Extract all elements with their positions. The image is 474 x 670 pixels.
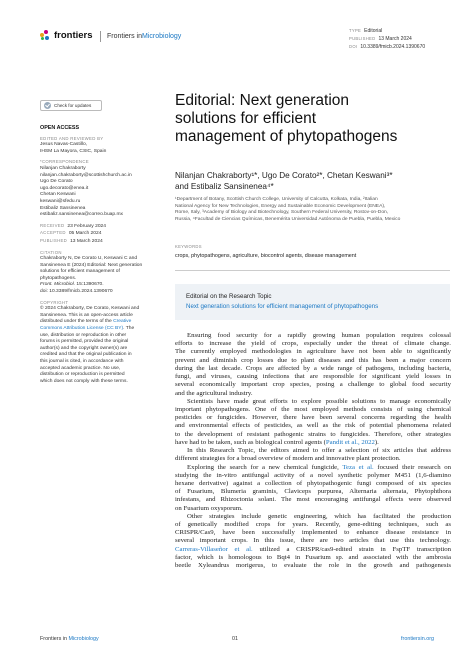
page-header (0, 0, 474, 60)
date-accepted: ACCEPTED 05 March 2024 (40, 230, 102, 237)
citation-line: solutions for efficient management of (40, 269, 120, 275)
text-line: Carreras-Villaseñor et al. utilized a CRISPR/cas9-edited strain in FspTF transcription (175, 545, 451, 553)
authors-line[interactable]: and Estibaliz Sansinenea⁴* (175, 182, 274, 191)
topic-link[interactable]: Next generation solutions for efficient management of phytopathogens (186, 303, 379, 310)
copyright-line: distribution or reproduction is permitted (40, 372, 125, 378)
citation-journal: Front. Microbiol. (40, 282, 76, 288)
research-topic-box (175, 284, 450, 320)
article-title: Editorial: Next generation solutions for efficient management of phytopathogens (175, 92, 398, 145)
keywords: crops, phytopathogens, agriculture, biocontrol agents, disease management (175, 253, 357, 259)
footer-journal[interactable]: Frontiers in Microbiology (40, 636, 99, 642)
edited-line: IHSM La Mayora, CSIC, Spain (40, 148, 107, 154)
citation-block (40, 250, 160, 296)
citation-link[interactable]: Carreras-Villaseñor et al. (175, 545, 253, 553)
keywords-label: KEYWORDS (175, 244, 202, 249)
journal-name[interactable] (100, 31, 181, 42)
article-sidebar (40, 125, 160, 389)
corr-name: Estibaliz Sansinenea (40, 205, 86, 211)
copyright-line: Commons Attribution License (CC BY). The (40, 326, 135, 332)
text-line: Exploring the search for a new chemical fungicide, Teza et al. focused their research on (187, 463, 452, 471)
correspondence-block (40, 159, 160, 218)
correspondence-label: *CORRESPONDENCE (40, 159, 89, 165)
date-received: RECEIVED 23 February 2024 (40, 222, 106, 229)
copyright-line: this journal is cited, in accordance with (40, 359, 124, 364)
corr-name: Chetan Keswani (40, 192, 76, 198)
dates-block (40, 223, 160, 246)
paragraph: Other strategies include genetic engineering, which has facilitated the production of genetically modified crops for years. Recently, gene-editing techniques, such as CRISPR/Cas9, have been successfully implemented to enhance disease resistance in several important crops. In this issue, there are two articles that use this technology. Carreras-Villaseñor et al. utilized a CRISPR/cas9-edited strain in FspTF transcription factor, which is homologous to Bqt4 in Fusarium sp. and associated with the ambrosia beetle Xyleandrus morigerus, to evaluate the role in the growth and pathogenesis (175, 512, 451, 570)
corr-email[interactable]: nilanjan.chakraborty@scottishchurch.ac.in (40, 172, 132, 178)
frontiers-logo-icon (40, 30, 51, 41)
topic-label: Editorial on the Research Topic (186, 293, 272, 300)
citation-volume: 15:1390670. (75, 282, 104, 288)
citation-line: Sansinenea E (2024) Editorial: Next generation (40, 262, 143, 268)
copyright-block (40, 300, 160, 386)
footer-website-link[interactable]: frontiersin.org (401, 636, 434, 642)
citation-doi[interactable]: doi: 10.3389/fmicb.2024.1390670 (40, 289, 113, 295)
logo-text: frontiers (54, 30, 93, 41)
copyright-line: forums is permitted, provided the original (40, 339, 129, 345)
citation-link[interactable]: Teza et al. (342, 463, 374, 471)
date-published: PUBLISHED 13 March 2024 (40, 237, 103, 244)
copyright-label: COPYRIGHT (40, 299, 69, 305)
paragraph: Scientists have made great efforts to explore possible solutions to manage economically important phytopathogens. One of the most employed methods consists of using chemical pesticides or fungicides. However, there have been several concerns regarding the health and environmental effects of pesticides, as well as the risk of potential phenomena related to the development of resistant pathogenic strains to fungicides. Therefore, other strategies have had to be taken, such as biological control agents (Pandit et al., 2022). (175, 397, 451, 446)
copyright-line: credited and that the original publication in (40, 352, 132, 358)
page-number: 01 (232, 636, 238, 642)
affiliations: ¹Department of Botany, Scottish Church College, University of Calcutta, Kolkata, India, ²Italian National Agency for New Technologies, Energy and Sustainable Economic Development (ENEA), Rome, Italy, ³Academy of Biology and Biotechnology, Southern Federal University, Rostov-on-Don, Russia, ⁴Facultad de Ciencias Químicas, Benemérita Universidad Autónoma de Puebla, Puebla, Mexico (175, 197, 401, 222)
paragraph: Ensuring food security for a rapidly growing human population requires colossal efforts to increase the yield of crops, especially under the threat of climate change. The currently employed methodologies in agriculture have not been able to significantly prevent and diminish crop losses due to plant diseases and this has been a major concern during the last decade. Crops are affected by a wide range of pathogens, including bacteria, fungi, and viruses, causing infections that are responsible for significant yield losses in several economically important crop species, posing a challenge to global food security and the agricultural industry. (175, 332, 451, 397)
copyright-line: distributed under the terms of the Creative (40, 319, 132, 325)
citation-line: phytopathogens. (40, 275, 77, 281)
copyright-line: accepted academic practice. No use, (40, 365, 121, 371)
corr-email[interactable]: ugo.decorato@enea.it (40, 185, 89, 191)
edited-line: Jesus Navas-Castillo, (40, 142, 88, 148)
corr-name: Ugo De Corato (40, 179, 73, 185)
corr-email[interactable]: keswani@sfedu.ru (40, 198, 81, 204)
authors-line[interactable]: Nilanjan Chakraborty¹*, Ugo De Corato²*, Chetan Keswani³* (175, 171, 393, 180)
copyright-line: author(s) and the copyright owner(s) are (40, 345, 128, 351)
check-updates-label: Check for updates (54, 103, 92, 108)
frontiers-logo[interactable] (40, 30, 93, 41)
citation-label: CITATION (40, 249, 62, 255)
meta-type: TYPE Editorial (349, 28, 383, 34)
corr-email[interactable]: estibaliz.sansinenea@correo.buap.mx (40, 212, 123, 218)
meta-published: PUBLISHED 13 March 2024 (349, 36, 412, 42)
article-meta (349, 27, 425, 51)
citation-link[interactable]: Pandit et al., 2022 (325, 438, 375, 446)
paragraph: Exploring the search for a new chemical fungicide, Teza et al. focused their research on studying the in-vitro antifungal activity of a novel synthetic polymer M451 (1,6-diamino hexane derivative) against a collection of phytopathogenic fungi composed of six species of Fusarium, Blumeria graminis, Claviceps purpurea, Alternaria alternata, Phytophthora infestans, and Rhizoctonia solani. The most encouraging antifungal effects were observed on Fusarium oxysporum. (175, 463, 452, 512)
license-link[interactable]: Creative (113, 319, 132, 325)
check-updates-button[interactable] (40, 100, 102, 111)
edited-label: EDITED AND REVIEWED BY (40, 135, 104, 141)
copyright-line: which does not comply with these terms. (40, 378, 128, 384)
text-line: have had to be taken, such as biological control agents (Pandit et al., 2022). (175, 438, 379, 446)
paragraph: In this Research Topic, the editors aimed to offer a selection of six articles that address different strategies for a broad overview of modern and innovative plant protection. (175, 447, 451, 463)
article-body (175, 332, 451, 570)
copyright-line: © 2024 Chakraborty, De Corato, Keswani and (40, 306, 140, 312)
corr-name: Nilanjan Chakraborty (40, 165, 86, 171)
journal-accent: Microbiology (142, 33, 182, 40)
copyright-line: Sansinenea. This is an open-access article (40, 312, 133, 318)
copyright-line: use, distribution or reproduction in other (40, 332, 127, 338)
meta-doi: DOI 10.3389/fmicb.2024.1390670 (349, 44, 426, 50)
article-authors (175, 170, 455, 192)
journal-prefix: Frontiers in (107, 33, 143, 40)
open-access-label: OPEN ACCESS (40, 125, 80, 131)
check-updates-icon (44, 102, 51, 109)
edited-block (40, 136, 160, 156)
citation-line: Chakraborty N, De Corato U, Keswani C and (40, 256, 138, 262)
header-divider (100, 31, 101, 42)
license-link[interactable]: Commons Attribution License (CC BY) (40, 326, 124, 332)
divider (175, 270, 450, 271)
